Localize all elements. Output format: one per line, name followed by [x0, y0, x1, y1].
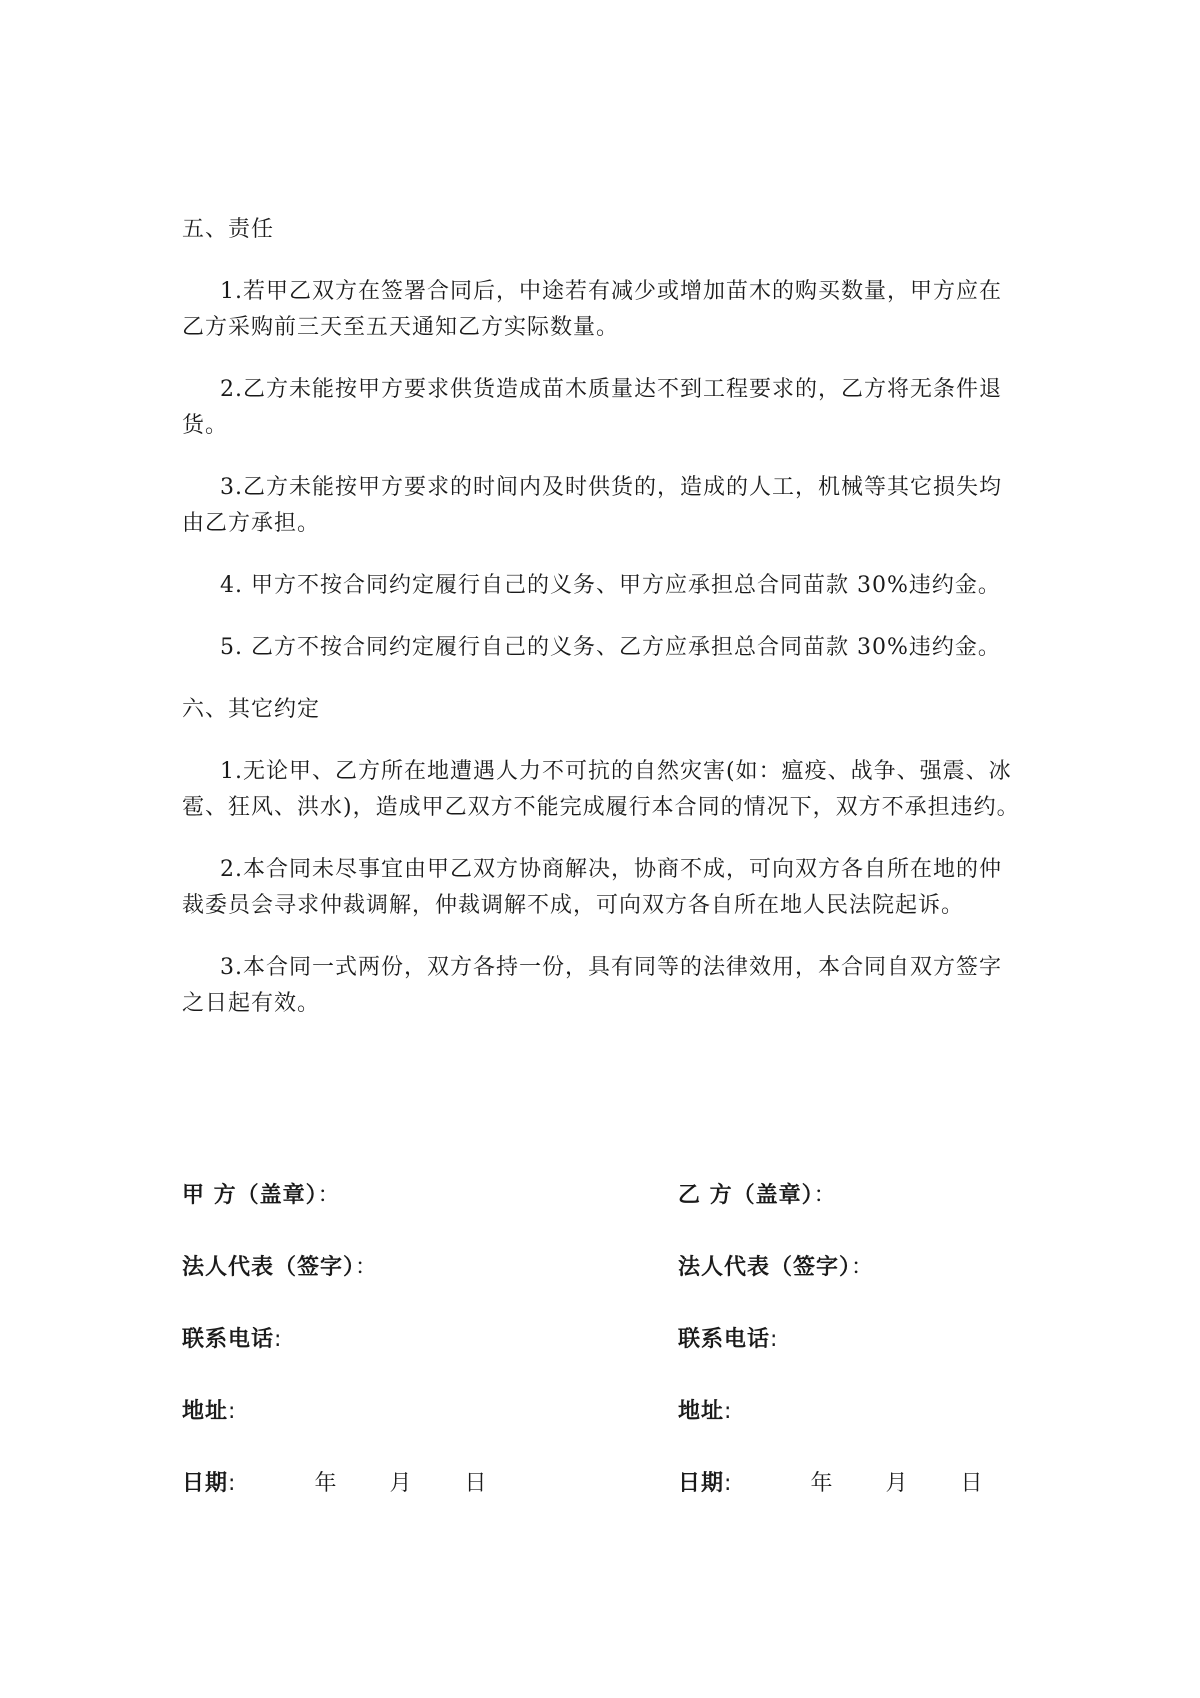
party-b-address-colon: :	[724, 1399, 732, 1424]
section-6-item-3: 3.本合同一式两份，双方各持一份，具有同等的法律效用，本合同自双方签字之日起有效。	[182, 955, 1002, 1016]
party-a-seal-label: 甲 方（盖章）	[182, 1183, 318, 1208]
party-a-representative	[182, 1250, 377, 1286]
party-b-seal-colon: ：	[813, 1183, 836, 1208]
signature-block	[182, 1178, 1022, 1538]
party-b-address	[678, 1394, 731, 1430]
address-row	[182, 1394, 1022, 1466]
section-5-item-4: 4. 甲方不按合同约定履行自己的义务、甲方应承担总合同苗款 30%违约金。	[220, 573, 1001, 598]
section-6-item-2: 2.本合同未尽事宜由甲乙双方协商解决，协商不成，可向双方各自所在地的仲裁委员会寻求仲裁调解，仲裁调解不成，可向双方各自所在地人民法院起诉。	[182, 857, 1002, 918]
section-6-item-1: 1.无论甲、乙方所在地遭遇人力不可抗的自然灾害(如：瘟疫、战争、强震、冰雹、狂风、洪水)，造成甲乙双方不能完成履行本合同的情况下，双方不承担违约。	[182, 759, 1020, 820]
section-5-item-3: 3.乙方未能按甲方要求的时间内及时供货的，造成的人工，机械等其它损失均由乙方承担。	[182, 475, 1002, 536]
party-a-phone	[182, 1322, 281, 1358]
party-a-address-colon: :	[228, 1399, 236, 1424]
representative-row	[182, 1250, 1022, 1322]
party-a-date-colon: :	[228, 1471, 236, 1496]
party-b-rep-colon: ：	[851, 1255, 874, 1280]
party-b-date-month: 月	[885, 1471, 908, 1496]
party-b-seal-label: 乙 方（盖章）	[678, 1183, 814, 1208]
party-a-phone-colon: :	[274, 1327, 282, 1352]
party-a-rep-label: 法人代表（签字）	[182, 1255, 356, 1280]
section-5-item-1: 1.若甲乙双方在签署合同后，中途若有减少或增加苗木的购买数量，甲方应在乙方采购前三天至五天通知乙方实际数量。	[182, 279, 1002, 340]
party-b-date-day: 日	[960, 1471, 983, 1496]
party-b-date	[678, 1466, 982, 1502]
party-b-date-label: 日期	[678, 1471, 725, 1496]
party-a-seal-colon: ：	[317, 1183, 340, 1208]
party-a-date	[182, 1466, 486, 1502]
party-b-phone	[678, 1322, 777, 1358]
section-6-heading: 六、其它约定	[182, 697, 321, 722]
date-row	[182, 1466, 1022, 1538]
party-b-seal	[678, 1178, 836, 1214]
party-b-phone-label: 联系电话	[678, 1327, 771, 1352]
section-5-heading: 五、责任	[182, 217, 275, 242]
party-b-phone-colon: :	[770, 1327, 778, 1352]
party-b-date-colon: :	[724, 1471, 732, 1496]
section-5-item-5: 5. 乙方不按合同约定履行自己的义务、乙方应承担总合同苗款 30%违约金。	[220, 635, 1001, 660]
party-b-date-year: 年	[810, 1471, 833, 1496]
party-a-seal	[182, 1178, 340, 1214]
party-a-date-month: 月	[389, 1471, 412, 1496]
contract-body	[182, 212, 1022, 1048]
party-b-address-label: 地址	[678, 1399, 725, 1424]
party-b-representative	[678, 1250, 873, 1286]
seal-row	[182, 1178, 1022, 1250]
party-a-address-label: 地址	[182, 1399, 229, 1424]
party-a-date-day: 日	[464, 1471, 487, 1496]
party-a-rep-colon: ：	[355, 1255, 378, 1280]
party-a-address	[182, 1394, 235, 1430]
phone-row	[182, 1322, 1022, 1394]
party-a-phone-label: 联系电话	[182, 1327, 275, 1352]
party-a-date-year: 年	[314, 1471, 337, 1496]
party-b-rep-label: 法人代表（签字）	[678, 1255, 852, 1280]
party-a-date-label: 日期	[182, 1471, 229, 1496]
section-5-item-2: 2.乙方未能按甲方要求供货造成苗木质量达不到工程要求的，乙方将无条件退货。	[182, 377, 1002, 438]
